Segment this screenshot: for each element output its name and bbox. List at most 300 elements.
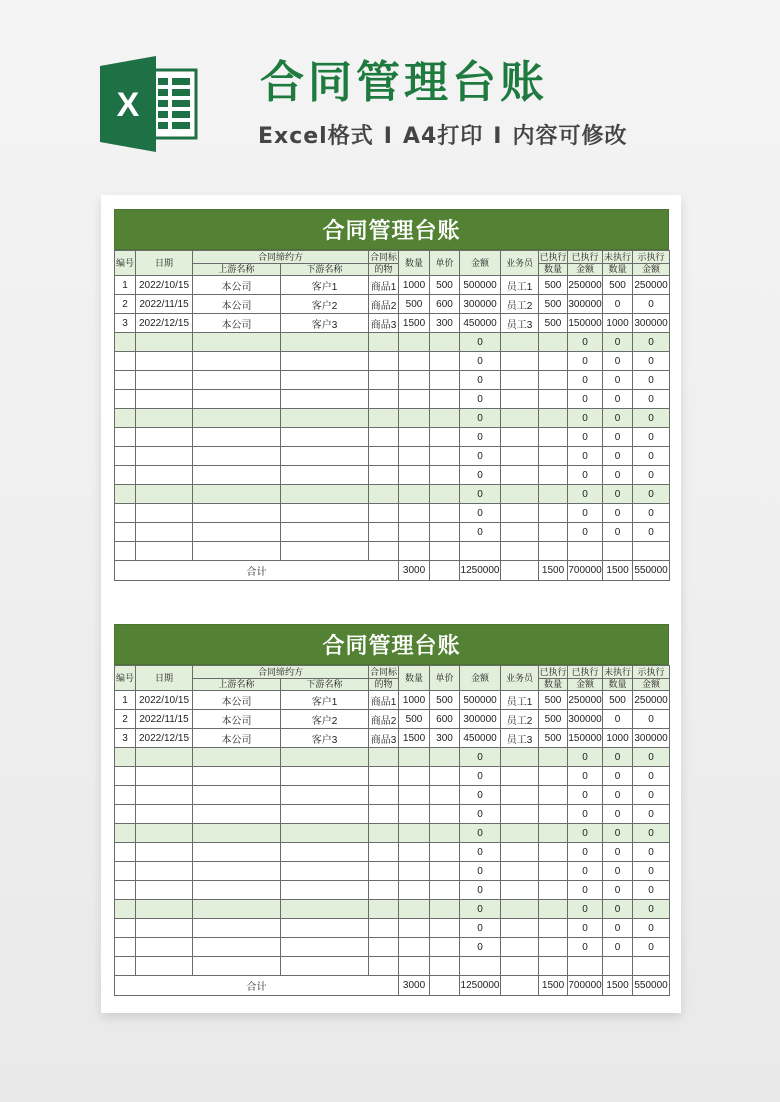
cell-unexec-qty[interactable]: 0 bbox=[603, 824, 633, 843]
cell-salesperson[interactable] bbox=[501, 919, 539, 938]
cell-price[interactable] bbox=[430, 485, 460, 504]
cell-exec-amt[interactable]: 150000 bbox=[568, 314, 603, 333]
cell-unexec-qty[interactable]: 0 bbox=[603, 428, 633, 447]
cell-price[interactable] bbox=[430, 523, 460, 542]
cell-exec-qty[interactable] bbox=[539, 748, 568, 767]
cell-price[interactable] bbox=[430, 957, 460, 976]
cell-subject[interactable] bbox=[369, 542, 399, 561]
cell-downstream[interactable] bbox=[281, 881, 369, 900]
cell-unexec-amt[interactable]: 0 bbox=[633, 805, 670, 824]
cell-subject[interactable] bbox=[369, 447, 399, 466]
cell-downstream[interactable] bbox=[281, 409, 369, 428]
cell-exec-amt[interactable]: 0 bbox=[568, 523, 603, 542]
cell-salesperson[interactable] bbox=[501, 333, 539, 352]
cell-salesperson[interactable]: 员工1 bbox=[501, 691, 539, 710]
cell-subject[interactable] bbox=[369, 938, 399, 957]
cell-unexec-amt[interactable]: 0 bbox=[633, 371, 670, 390]
cell-exec-amt[interactable] bbox=[568, 542, 603, 561]
cell-salesperson[interactable]: 员工2 bbox=[501, 710, 539, 729]
cell-qty[interactable] bbox=[399, 390, 430, 409]
cell-no[interactable] bbox=[115, 371, 136, 390]
cell-subject[interactable] bbox=[369, 767, 399, 786]
cell-salesperson[interactable] bbox=[501, 485, 539, 504]
cell-date[interactable] bbox=[136, 409, 193, 428]
cell-upstream[interactable] bbox=[193, 371, 281, 390]
cell-date[interactable]: 2022/10/15 bbox=[136, 276, 193, 295]
cell-amount[interactable]: 0 bbox=[460, 466, 501, 485]
cell-unexec-qty[interactable]: 0 bbox=[603, 748, 633, 767]
cell-unexec-qty[interactable]: 1000 bbox=[603, 729, 633, 748]
cell-upstream[interactable] bbox=[193, 523, 281, 542]
cell-date[interactable] bbox=[136, 466, 193, 485]
cell-price[interactable] bbox=[430, 786, 460, 805]
cell-subject[interactable] bbox=[369, 504, 399, 523]
cell-unexec-amt[interactable] bbox=[633, 957, 670, 976]
cell-exec-qty[interactable] bbox=[539, 333, 568, 352]
cell-unexec-amt[interactable]: 0 bbox=[633, 748, 670, 767]
cell-downstream[interactable] bbox=[281, 333, 369, 352]
cell-downstream[interactable] bbox=[281, 504, 369, 523]
cell-unexec-qty[interactable]: 0 bbox=[603, 786, 633, 805]
cell-downstream[interactable]: 客户1 bbox=[281, 276, 369, 295]
cell-salesperson[interactable] bbox=[501, 938, 539, 957]
cell-qty[interactable] bbox=[399, 824, 430, 843]
cell-qty[interactable] bbox=[399, 957, 430, 976]
cell-unexec-qty[interactable]: 0 bbox=[603, 767, 633, 786]
cell-downstream[interactable]: 客户2 bbox=[281, 295, 369, 314]
cell-exec-qty[interactable] bbox=[539, 767, 568, 786]
cell-no[interactable] bbox=[115, 523, 136, 542]
cell-no[interactable] bbox=[115, 485, 136, 504]
cell-exec-amt[interactable]: 0 bbox=[568, 862, 603, 881]
cell-date[interactable] bbox=[136, 957, 193, 976]
cell-upstream[interactable]: 本公司 bbox=[193, 729, 281, 748]
cell-amount[interactable]: 0 bbox=[460, 767, 501, 786]
cell-price[interactable] bbox=[430, 447, 460, 466]
cell-exec-qty[interactable]: 500 bbox=[539, 729, 568, 748]
cell-upstream[interactable] bbox=[193, 919, 281, 938]
cell-qty[interactable] bbox=[399, 428, 430, 447]
cell-no[interactable] bbox=[115, 333, 136, 352]
cell-no[interactable] bbox=[115, 957, 136, 976]
cell-amount[interactable]: 0 bbox=[460, 843, 501, 862]
cell-exec-qty[interactable]: 500 bbox=[539, 691, 568, 710]
cell-exec-qty[interactable] bbox=[539, 371, 568, 390]
cell-amount[interactable]: 0 bbox=[460, 881, 501, 900]
cell-upstream[interactable] bbox=[193, 485, 281, 504]
cell-salesperson[interactable] bbox=[501, 805, 539, 824]
cell-unexec-amt[interactable]: 0 bbox=[633, 523, 670, 542]
cell-upstream[interactable]: 本公司 bbox=[193, 710, 281, 729]
cell-downstream[interactable] bbox=[281, 428, 369, 447]
cell-qty[interactable] bbox=[399, 504, 430, 523]
cell-date[interactable] bbox=[136, 485, 193, 504]
cell-date[interactable] bbox=[136, 447, 193, 466]
cell-subject[interactable]: 商品3 bbox=[369, 729, 399, 748]
cell-amount[interactable]: 0 bbox=[460, 900, 501, 919]
cell-qty[interactable] bbox=[399, 805, 430, 824]
cell-price[interactable] bbox=[430, 352, 460, 371]
cell-no[interactable] bbox=[115, 352, 136, 371]
cell-subject[interactable] bbox=[369, 466, 399, 485]
cell-qty[interactable]: 1000 bbox=[399, 691, 430, 710]
cell-exec-qty[interactable] bbox=[539, 390, 568, 409]
cell-no[interactable] bbox=[115, 805, 136, 824]
cell-exec-qty[interactable] bbox=[539, 805, 568, 824]
cell-unexec-qty[interactable]: 0 bbox=[603, 371, 633, 390]
cell-price[interactable] bbox=[430, 938, 460, 957]
cell-downstream[interactable] bbox=[281, 919, 369, 938]
cell-unexec-qty[interactable]: 500 bbox=[603, 276, 633, 295]
cell-salesperson[interactable] bbox=[501, 447, 539, 466]
cell-subject[interactable] bbox=[369, 748, 399, 767]
cell-no[interactable]: 2 bbox=[115, 295, 136, 314]
cell-downstream[interactable] bbox=[281, 485, 369, 504]
cell-date[interactable] bbox=[136, 824, 193, 843]
cell-qty[interactable] bbox=[399, 466, 430, 485]
cell-amount[interactable]: 0 bbox=[460, 485, 501, 504]
cell-subject[interactable] bbox=[369, 390, 399, 409]
cell-salesperson[interactable] bbox=[501, 786, 539, 805]
cell-unexec-amt[interactable]: 0 bbox=[633, 786, 670, 805]
cell-exec-qty[interactable] bbox=[539, 466, 568, 485]
cell-upstream[interactable]: 本公司 bbox=[193, 276, 281, 295]
cell-price[interactable] bbox=[430, 428, 460, 447]
cell-downstream[interactable] bbox=[281, 748, 369, 767]
cell-exec-amt[interactable]: 0 bbox=[568, 938, 603, 957]
cell-unexec-amt[interactable]: 0 bbox=[633, 485, 670, 504]
cell-qty[interactable] bbox=[399, 542, 430, 561]
cell-salesperson[interactable] bbox=[501, 466, 539, 485]
cell-unexec-qty[interactable]: 0 bbox=[603, 523, 633, 542]
cell-unexec-amt[interactable]: 0 bbox=[633, 295, 670, 314]
cell-exec-qty[interactable] bbox=[539, 957, 568, 976]
cell-exec-amt[interactable]: 300000 bbox=[568, 710, 603, 729]
cell-date[interactable] bbox=[136, 371, 193, 390]
cell-upstream[interactable] bbox=[193, 352, 281, 371]
cell-unexec-qty[interactable] bbox=[603, 542, 633, 561]
cell-subject[interactable]: 商品1 bbox=[369, 691, 399, 710]
cell-qty[interactable] bbox=[399, 900, 430, 919]
cell-price[interactable] bbox=[430, 504, 460, 523]
cell-upstream[interactable] bbox=[193, 466, 281, 485]
cell-subject[interactable]: 商品2 bbox=[369, 295, 399, 314]
cell-date[interactable] bbox=[136, 542, 193, 561]
cell-unexec-amt[interactable]: 0 bbox=[633, 824, 670, 843]
cell-downstream[interactable]: 客户1 bbox=[281, 691, 369, 710]
cell-amount[interactable]: 0 bbox=[460, 862, 501, 881]
cell-subject[interactable] bbox=[369, 824, 399, 843]
cell-subject[interactable] bbox=[369, 333, 399, 352]
cell-downstream[interactable] bbox=[281, 824, 369, 843]
cell-date[interactable] bbox=[136, 767, 193, 786]
cell-exec-amt[interactable]: 0 bbox=[568, 333, 603, 352]
cell-no[interactable]: 3 bbox=[115, 729, 136, 748]
cell-price[interactable] bbox=[430, 542, 460, 561]
cell-date[interactable] bbox=[136, 805, 193, 824]
cell-qty[interactable]: 1000 bbox=[399, 276, 430, 295]
cell-date[interactable] bbox=[136, 352, 193, 371]
cell-exec-amt[interactable]: 0 bbox=[568, 881, 603, 900]
cell-unexec-amt[interactable]: 0 bbox=[633, 900, 670, 919]
cell-date[interactable] bbox=[136, 523, 193, 542]
cell-salesperson[interactable]: 员工3 bbox=[501, 729, 539, 748]
cell-date[interactable] bbox=[136, 390, 193, 409]
cell-downstream[interactable]: 客户2 bbox=[281, 710, 369, 729]
cell-exec-amt[interactable]: 0 bbox=[568, 447, 603, 466]
cell-price[interactable] bbox=[430, 371, 460, 390]
cell-upstream[interactable] bbox=[193, 786, 281, 805]
cell-qty[interactable] bbox=[399, 843, 430, 862]
cell-qty[interactable] bbox=[399, 333, 430, 352]
cell-subject[interactable] bbox=[369, 919, 399, 938]
cell-upstream[interactable] bbox=[193, 447, 281, 466]
cell-salesperson[interactable] bbox=[501, 900, 539, 919]
cell-amount[interactable]: 0 bbox=[460, 409, 501, 428]
cell-exec-qty[interactable] bbox=[539, 485, 568, 504]
cell-no[interactable] bbox=[115, 428, 136, 447]
cell-date[interactable] bbox=[136, 919, 193, 938]
cell-exec-qty[interactable] bbox=[539, 900, 568, 919]
cell-exec-qty[interactable] bbox=[539, 523, 568, 542]
cell-amount[interactable]: 500000 bbox=[460, 276, 501, 295]
cell-exec-amt[interactable]: 0 bbox=[568, 786, 603, 805]
cell-upstream[interactable] bbox=[193, 767, 281, 786]
cell-subject[interactable] bbox=[369, 881, 399, 900]
cell-amount[interactable]: 0 bbox=[460, 523, 501, 542]
cell-upstream[interactable] bbox=[193, 504, 281, 523]
cell-downstream[interactable] bbox=[281, 786, 369, 805]
cell-downstream[interactable]: 客户3 bbox=[281, 729, 369, 748]
cell-qty[interactable] bbox=[399, 748, 430, 767]
cell-exec-amt[interactable]: 0 bbox=[568, 767, 603, 786]
cell-subject[interactable] bbox=[369, 843, 399, 862]
cell-exec-qty[interactable] bbox=[539, 542, 568, 561]
cell-unexec-amt[interactable]: 0 bbox=[633, 843, 670, 862]
cell-unexec-qty[interactable]: 0 bbox=[603, 504, 633, 523]
cell-unexec-qty[interactable]: 0 bbox=[603, 390, 633, 409]
cell-amount[interactable]: 0 bbox=[460, 805, 501, 824]
cell-no[interactable] bbox=[115, 409, 136, 428]
cell-unexec-amt[interactable]: 0 bbox=[633, 767, 670, 786]
cell-no[interactable]: 1 bbox=[115, 691, 136, 710]
cell-date[interactable]: 2022/11/15 bbox=[136, 710, 193, 729]
cell-downstream[interactable] bbox=[281, 542, 369, 561]
cell-unexec-amt[interactable]: 0 bbox=[633, 710, 670, 729]
cell-exec-qty[interactable] bbox=[539, 919, 568, 938]
cell-no[interactable] bbox=[115, 938, 136, 957]
cell-qty[interactable] bbox=[399, 485, 430, 504]
cell-subject[interactable] bbox=[369, 900, 399, 919]
cell-qty[interactable] bbox=[399, 881, 430, 900]
cell-qty[interactable] bbox=[399, 919, 430, 938]
cell-exec-qty[interactable]: 500 bbox=[539, 276, 568, 295]
cell-unexec-amt[interactable] bbox=[633, 542, 670, 561]
cell-price[interactable] bbox=[430, 333, 460, 352]
cell-upstream[interactable] bbox=[193, 938, 281, 957]
cell-unexec-amt[interactable]: 0 bbox=[633, 504, 670, 523]
cell-unexec-amt[interactable]: 0 bbox=[633, 881, 670, 900]
cell-price[interactable]: 500 bbox=[430, 691, 460, 710]
cell-amount[interactable]: 450000 bbox=[460, 314, 501, 333]
cell-downstream[interactable] bbox=[281, 390, 369, 409]
cell-date[interactable]: 2022/12/15 bbox=[136, 314, 193, 333]
cell-unexec-qty[interactable]: 1000 bbox=[603, 314, 633, 333]
cell-unexec-amt[interactable]: 250000 bbox=[633, 691, 670, 710]
cell-date[interactable] bbox=[136, 786, 193, 805]
cell-date[interactable] bbox=[136, 504, 193, 523]
cell-qty[interactable] bbox=[399, 767, 430, 786]
cell-no[interactable] bbox=[115, 748, 136, 767]
cell-no[interactable] bbox=[115, 843, 136, 862]
cell-date[interactable] bbox=[136, 748, 193, 767]
cell-price[interactable] bbox=[430, 805, 460, 824]
cell-salesperson[interactable] bbox=[501, 352, 539, 371]
cell-amount[interactable]: 0 bbox=[460, 352, 501, 371]
cell-no[interactable] bbox=[115, 786, 136, 805]
cell-price[interactable] bbox=[430, 862, 460, 881]
cell-unexec-qty[interactable]: 0 bbox=[603, 485, 633, 504]
cell-subject[interactable] bbox=[369, 409, 399, 428]
cell-upstream[interactable] bbox=[193, 805, 281, 824]
cell-qty[interactable] bbox=[399, 409, 430, 428]
cell-salesperson[interactable] bbox=[501, 957, 539, 976]
cell-downstream[interactable] bbox=[281, 447, 369, 466]
cell-unexec-amt[interactable]: 300000 bbox=[633, 729, 670, 748]
cell-no[interactable] bbox=[115, 767, 136, 786]
cell-subject[interactable] bbox=[369, 786, 399, 805]
cell-salesperson[interactable] bbox=[501, 881, 539, 900]
cell-unexec-qty[interactable]: 0 bbox=[603, 862, 633, 881]
cell-amount[interactable]: 0 bbox=[460, 824, 501, 843]
cell-amount[interactable]: 0 bbox=[460, 504, 501, 523]
cell-upstream[interactable] bbox=[193, 900, 281, 919]
cell-downstream[interactable] bbox=[281, 523, 369, 542]
cell-date[interactable]: 2022/10/15 bbox=[136, 691, 193, 710]
cell-price[interactable] bbox=[430, 919, 460, 938]
cell-exec-amt[interactable]: 0 bbox=[568, 843, 603, 862]
cell-exec-qty[interactable] bbox=[539, 881, 568, 900]
cell-qty[interactable] bbox=[399, 523, 430, 542]
cell-salesperson[interactable]: 员工3 bbox=[501, 314, 539, 333]
cell-salesperson[interactable] bbox=[501, 843, 539, 862]
cell-unexec-amt[interactable]: 0 bbox=[633, 938, 670, 957]
cell-salesperson[interactable] bbox=[501, 824, 539, 843]
cell-downstream[interactable] bbox=[281, 352, 369, 371]
cell-price[interactable] bbox=[430, 466, 460, 485]
cell-subject[interactable] bbox=[369, 862, 399, 881]
cell-subject[interactable]: 商品1 bbox=[369, 276, 399, 295]
cell-exec-amt[interactable]: 0 bbox=[568, 805, 603, 824]
cell-amount[interactable] bbox=[460, 542, 501, 561]
cell-upstream[interactable]: 本公司 bbox=[193, 314, 281, 333]
cell-amount[interactable]: 0 bbox=[460, 428, 501, 447]
cell-subject[interactable] bbox=[369, 371, 399, 390]
cell-upstream[interactable] bbox=[193, 881, 281, 900]
cell-unexec-amt[interactable]: 0 bbox=[633, 390, 670, 409]
cell-date[interactable]: 2022/12/15 bbox=[136, 729, 193, 748]
cell-price[interactable] bbox=[430, 390, 460, 409]
cell-unexec-amt[interactable]: 0 bbox=[633, 352, 670, 371]
cell-unexec-qty[interactable]: 500 bbox=[603, 691, 633, 710]
cell-amount[interactable]: 500000 bbox=[460, 691, 501, 710]
cell-exec-qty[interactable] bbox=[539, 843, 568, 862]
cell-unexec-qty[interactable]: 0 bbox=[603, 352, 633, 371]
cell-exec-amt[interactable]: 250000 bbox=[568, 276, 603, 295]
cell-price[interactable]: 600 bbox=[430, 710, 460, 729]
cell-unexec-qty[interactable]: 0 bbox=[603, 447, 633, 466]
cell-no[interactable] bbox=[115, 862, 136, 881]
cell-exec-amt[interactable]: 300000 bbox=[568, 295, 603, 314]
cell-no[interactable] bbox=[115, 824, 136, 843]
cell-salesperson[interactable] bbox=[501, 504, 539, 523]
cell-unexec-amt[interactable]: 0 bbox=[633, 466, 670, 485]
cell-date[interactable]: 2022/11/15 bbox=[136, 295, 193, 314]
cell-upstream[interactable] bbox=[193, 748, 281, 767]
cell-unexec-qty[interactable]: 0 bbox=[603, 295, 633, 314]
cell-salesperson[interactable] bbox=[501, 371, 539, 390]
cell-amount[interactable]: 300000 bbox=[460, 710, 501, 729]
cell-subject[interactable]: 商品2 bbox=[369, 710, 399, 729]
cell-price[interactable]: 300 bbox=[430, 314, 460, 333]
cell-price[interactable] bbox=[430, 900, 460, 919]
cell-downstream[interactable] bbox=[281, 767, 369, 786]
cell-date[interactable] bbox=[136, 333, 193, 352]
cell-amount[interactable]: 0 bbox=[460, 371, 501, 390]
cell-upstream[interactable] bbox=[193, 390, 281, 409]
cell-price[interactable] bbox=[430, 767, 460, 786]
cell-exec-amt[interactable]: 0 bbox=[568, 466, 603, 485]
cell-exec-qty[interactable] bbox=[539, 447, 568, 466]
cell-exec-amt[interactable]: 0 bbox=[568, 748, 603, 767]
cell-exec-amt[interactable]: 150000 bbox=[568, 729, 603, 748]
cell-date[interactable] bbox=[136, 900, 193, 919]
cell-salesperson[interactable] bbox=[501, 523, 539, 542]
cell-unexec-qty[interactable]: 0 bbox=[603, 466, 633, 485]
cell-unexec-qty[interactable]: 0 bbox=[603, 900, 633, 919]
cell-date[interactable] bbox=[136, 881, 193, 900]
cell-upstream[interactable]: 本公司 bbox=[193, 295, 281, 314]
cell-date[interactable] bbox=[136, 862, 193, 881]
cell-salesperson[interactable] bbox=[501, 428, 539, 447]
cell-qty[interactable] bbox=[399, 786, 430, 805]
cell-salesperson[interactable] bbox=[501, 862, 539, 881]
cell-downstream[interactable] bbox=[281, 938, 369, 957]
cell-exec-amt[interactable]: 0 bbox=[568, 371, 603, 390]
cell-qty[interactable]: 1500 bbox=[399, 314, 430, 333]
cell-salesperson[interactable]: 员工2 bbox=[501, 295, 539, 314]
cell-exec-amt[interactable]: 0 bbox=[568, 485, 603, 504]
cell-qty[interactable]: 500 bbox=[399, 295, 430, 314]
cell-downstream[interactable] bbox=[281, 466, 369, 485]
cell-exec-qty[interactable] bbox=[539, 409, 568, 428]
cell-no[interactable]: 3 bbox=[115, 314, 136, 333]
cell-upstream[interactable] bbox=[193, 409, 281, 428]
cell-unexec-qty[interactable] bbox=[603, 957, 633, 976]
cell-downstream[interactable] bbox=[281, 900, 369, 919]
cell-unexec-qty[interactable]: 0 bbox=[603, 409, 633, 428]
cell-unexec-qty[interactable]: 0 bbox=[603, 881, 633, 900]
cell-qty[interactable]: 500 bbox=[399, 710, 430, 729]
cell-exec-amt[interactable]: 0 bbox=[568, 900, 603, 919]
cell-qty[interactable] bbox=[399, 862, 430, 881]
cell-exec-qty[interactable] bbox=[539, 862, 568, 881]
cell-salesperson[interactable] bbox=[501, 542, 539, 561]
cell-price[interactable] bbox=[430, 409, 460, 428]
cell-salesperson[interactable]: 员工1 bbox=[501, 276, 539, 295]
cell-subject[interactable] bbox=[369, 805, 399, 824]
cell-upstream[interactable]: 本公司 bbox=[193, 691, 281, 710]
